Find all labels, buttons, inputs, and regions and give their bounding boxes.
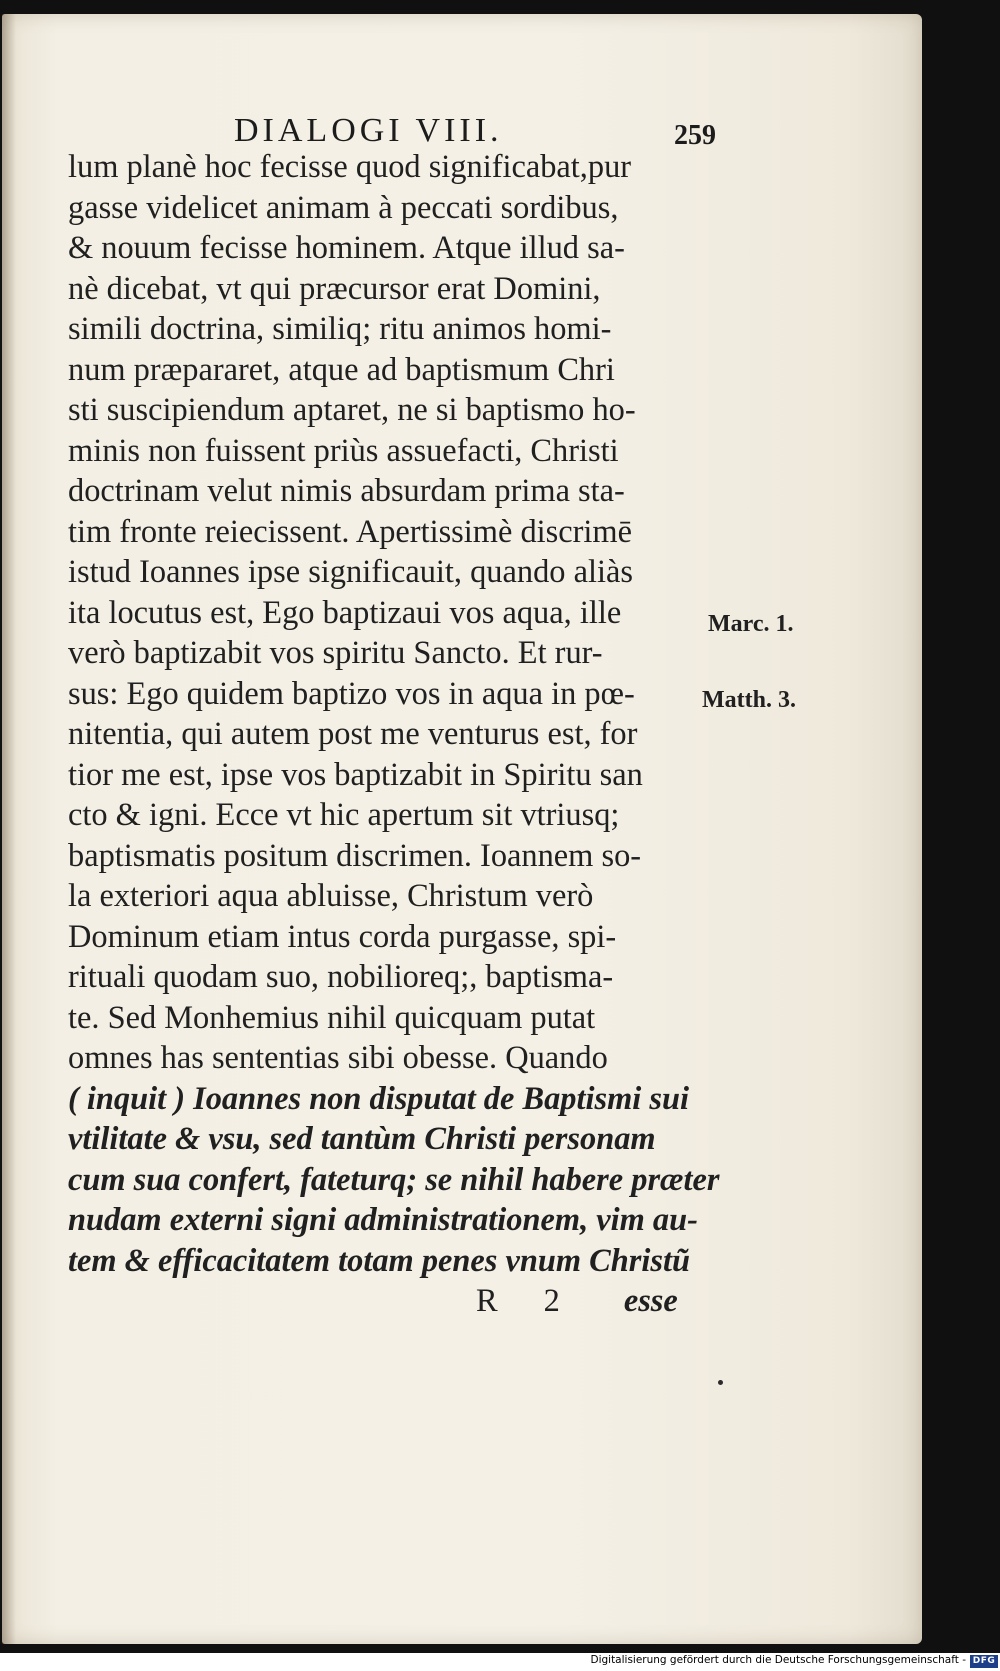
main-text-block <box>68 147 728 1322</box>
text-line: sus: Ego quidem baptizo vos in aqua in pœ- <box>68 675 635 712</box>
text-line: simili doctrina, similiq; ritu animos homi- <box>68 311 612 347</box>
signature-line <box>68 1281 728 1322</box>
text-line: num præpararet, atque ad baptismum Chri <box>68 351 615 388</box>
text-line: istud Ioannes ipse significauit, quando aliàs <box>68 554 633 590</box>
text-line: doctrinam velut nimis absurdam prima sta- <box>68 473 625 509</box>
text-line: tior me est, ipse vos baptizabit in Spiritu san <box>68 756 643 793</box>
text-line: & nouum fecisse hominem. Atque illud sa- <box>68 230 625 266</box>
footer-credit: Digitalisierung gefördert durch die Deutsche Forschungsgemeinschaft - <box>590 1654 966 1666</box>
text-line: sti suscipiendum aptaret, ne si baptismo ho- <box>68 392 636 428</box>
italic-quote-line: nudam externi signi administrationem, vim au- <box>68 1202 698 1238</box>
text-line: gasse videlicet animam à peccati sordibus, <box>68 189 619 226</box>
text-line: te. Sed Monhemius nihil quicquam putat <box>68 999 596 1036</box>
digitization-footer <box>0 1653 1000 1671</box>
text-line: baptismatis positum discrimen. Ioannem so- <box>68 837 642 874</box>
signature-number: 2 <box>543 1283 560 1319</box>
running-head: DIALOGI VIII. <box>234 112 503 149</box>
text-line: lum planè hoc fecisse quod significabat,pur <box>68 149 632 185</box>
text-line: Dominum etiam intus corda purgasse, spi- <box>68 918 617 955</box>
signature-mark: R <box>476 1283 498 1319</box>
text-line: ita locutus est, Ego baptizaui vos aqua, ille <box>68 594 622 631</box>
page-number: 259 <box>674 120 716 151</box>
text-line: rituali quodam suo, nobilioreq;, baptisma- <box>68 959 614 995</box>
italic-quote-line: cum sua confert, fateturq; se nihil habere præter <box>68 1161 720 1198</box>
italic-quote-line: vtilitate & vsu, sed tantùm Christi personam <box>68 1121 656 1157</box>
book-page <box>2 14 922 1644</box>
ink-speck <box>718 1380 723 1385</box>
text-line: verò baptizabit vos spiritu Sancto. Et rur- <box>68 635 603 671</box>
text-line: tim fronte reiecissent. Apertissimè discrimē <box>68 513 632 550</box>
dfg-logo-icon: DFG <box>970 1655 998 1668</box>
text-line: minis non fuissent priùs assuefacti, Christi <box>68 432 619 469</box>
italic-quote-line: tem & efficacitatem totam penes vnum Christũ <box>68 1242 691 1279</box>
italic-quote-line: ( inquit ) Ioannes non disputat de Baptismi sui <box>68 1080 689 1117</box>
text-line: omnes has sententias sibi obesse. Quando <box>68 1040 608 1076</box>
text-line: la exteriori aqua abluisse, Christum verò <box>68 878 594 914</box>
marginal-note-mark: Marc. 1. <box>708 611 794 637</box>
marginal-note-matthew: Matth. 3. <box>702 687 796 713</box>
text-line: cto & igni. Ecce vt hic apertum sit vtriusq; <box>68 797 620 833</box>
text-line: nitentia, qui autem post me venturus est, for <box>68 716 638 752</box>
catchword: esse <box>623 1283 678 1319</box>
text-line: nè dicebat, vt qui præcursor erat Domini, <box>68 270 601 307</box>
